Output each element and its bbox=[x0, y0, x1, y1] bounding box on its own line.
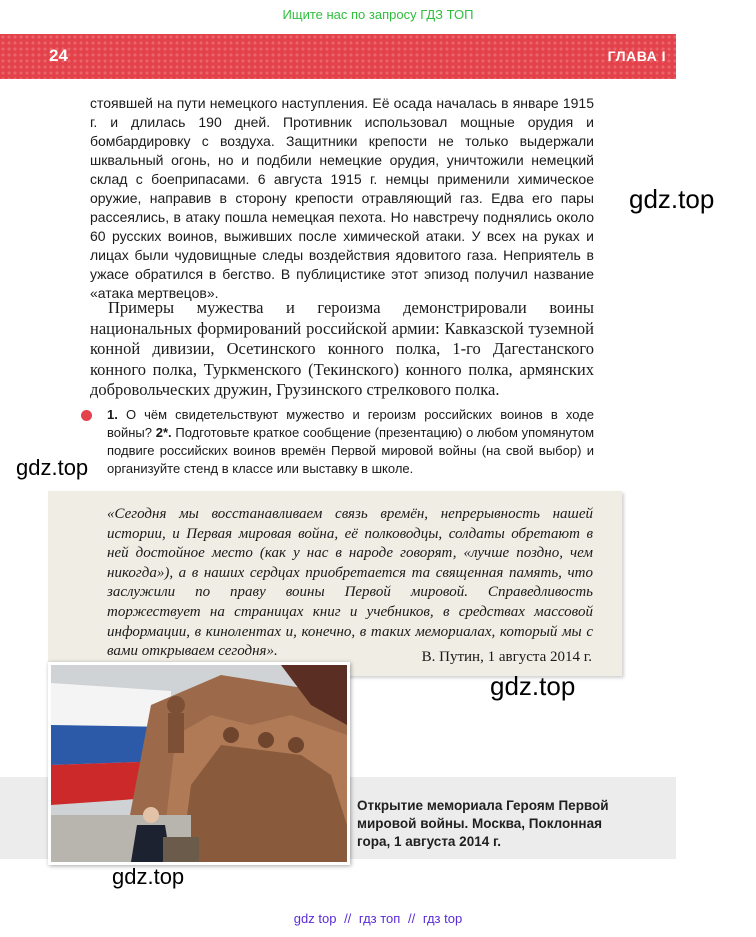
question-1-number: 1. bbox=[107, 407, 118, 422]
footer-links bbox=[0, 911, 756, 926]
photo-caption: Открытие мемориала Героям Первой мировой войны. Москва, Поклонная гора, 1 августа 2014 г. bbox=[357, 798, 609, 849]
body-paragraph-2: Примеры мужества и героизма демонстрировали воины национальных формирований российской армии: Кавказской туземной конной дивизии, Осетинского конного полка, 1-го Дагестанского конного полка, Туркменского (Текинского) конного полка, армянских добровольческих дружин, Грузинского стрелкового полка. bbox=[90, 298, 594, 399]
footer-separator: // bbox=[407, 911, 416, 926]
search-hint-link[interactable]: Ищите нас по запросу ГДЗ ТОП bbox=[282, 7, 474, 22]
watermark: gdz.top bbox=[490, 671, 576, 701]
questions-block bbox=[107, 406, 594, 478]
questions-marker-icon bbox=[81, 410, 92, 421]
footer-separator: // bbox=[344, 911, 352, 926]
page-number: 24 bbox=[49, 46, 68, 65]
footer-link-gdz-top[interactable]: gdz top bbox=[293, 911, 337, 926]
chapter-label: ГЛАВА I bbox=[607, 48, 666, 64]
quote-text: «Сегодня мы восстанавливаем связь времён, непрерывность нашей истории, и Первая мировая война, её полководцы, солдаты обретают в ней достойное место (как у нас в народе говорят, «лучше поздно, чем никогда»), а в наших сердцах приобретается та священная память, что заслужили по праву воины Первой мировой. Справедливость торжествует на страницах книг и учебников, в средствах массовой информации, в кинолентах и, конечно, в таких мемориалах, который мы с вами открываем сегодня». bbox=[107, 506, 593, 660]
footer-link-gdz-top-mixed[interactable]: гдз top bbox=[422, 911, 463, 926]
watermark: gdz.top bbox=[16, 455, 89, 480]
question-2-text: Подготовьте краткое сообщение (презентацию) о любом упомянутом подвиге российских воинов времён Первой мировой войны (на свой выбор) и организуйте стенд в классе или выставку в школе. bbox=[107, 425, 595, 476]
memorial-photo bbox=[48, 662, 350, 865]
quote-author: В. Путин, 1 августа 2014 г. bbox=[421, 649, 592, 665]
watermark: gdz.top bbox=[629, 184, 715, 214]
question-2-number: 2*. bbox=[155, 425, 172, 440]
footer-link-gdz-top-ru[interactable]: гдз топ bbox=[358, 911, 401, 926]
watermark: gdz.top bbox=[112, 864, 185, 889]
question-1-text: О чём свидетельствуют мужество и героизм российских воинов в ходе войны? bbox=[107, 407, 594, 440]
body-paragraph-1: стоявшей на пути немецкого наступления. Её осада началась в январе 1915 г. и длилась 190 дней. Противник использовал мощные орудия и бомбардировку с воздуха. Защитники крепости не только выдержали шквальный огонь, но и подбили немецкие орудия, уничтожили немецкий склад с боеприпасами. 6 августа 1915 г. немцы применили химическое оружие, направив в сторону крепости отравляющий газ. Едва его пары рассеялись, в атаку пошла немецкая пехота. Но навстречу поднялись около 60 русских воинов, выживших после химической атаки. У всех на руках и лицах были чудовищные следы воздействия ядовитого газа. Неприятель в ужасе обратился в бегство. В публицистике этот эпизод получил название «атака мертвецов». bbox=[90, 95, 594, 301]
page-header-band bbox=[0, 34, 676, 79]
